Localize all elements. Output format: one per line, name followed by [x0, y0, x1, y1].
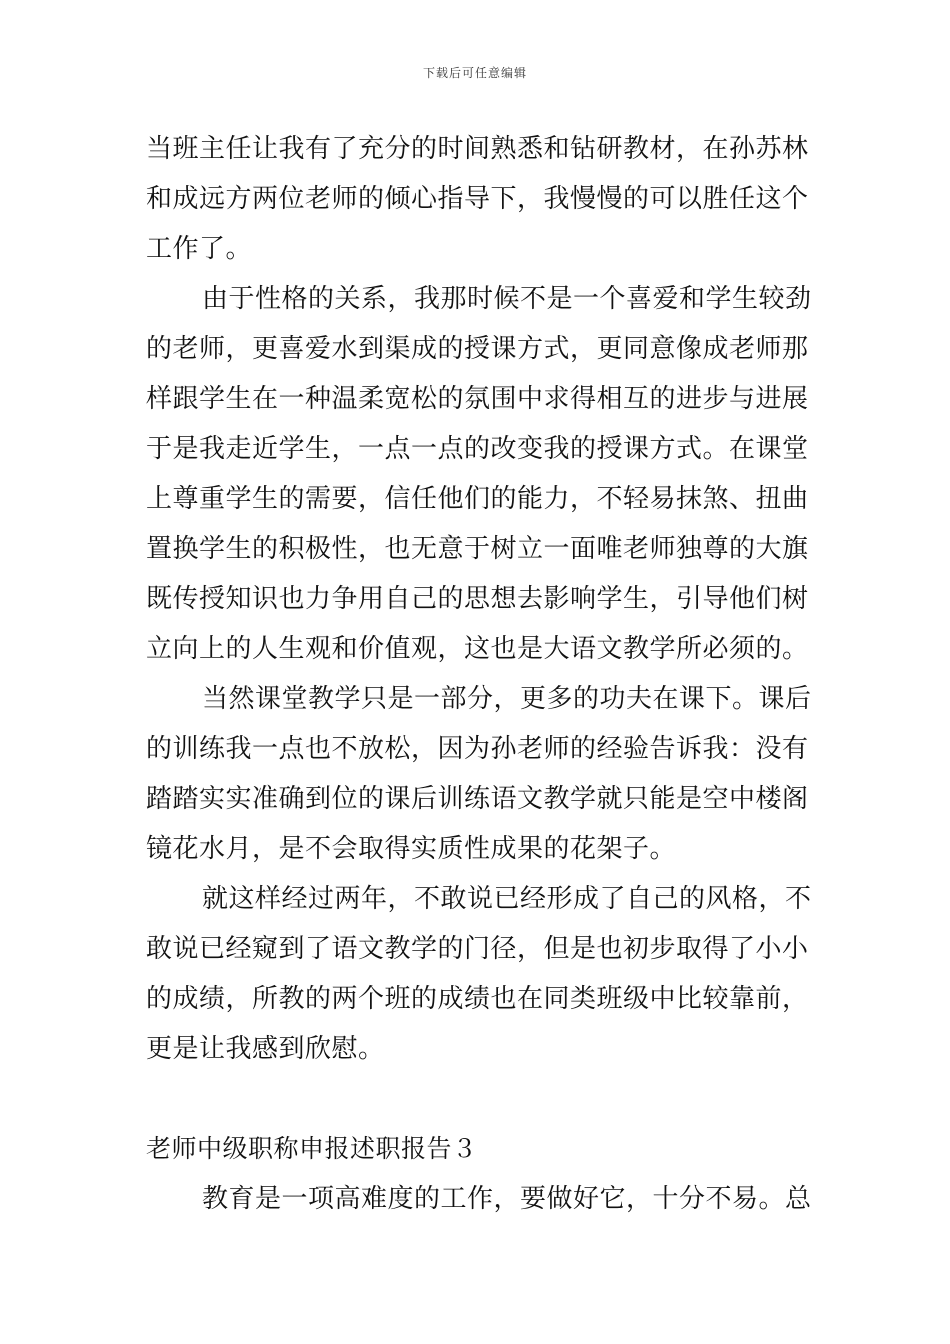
text-line: 更是让我感到欣慰。: [146, 1034, 385, 1064]
text-line: 敢说已经窥到了语文教学的门径，但是也初步取得了小小: [146, 934, 809, 964]
text-line: 教育是一项高难度的工作，要做好它，十分不易。总: [202, 1184, 812, 1214]
text-line: 立向上的人生观和价值观，这也是大语文教学所必须的。: [146, 634, 809, 664]
text-line: 上尊重学生的需要，信任他们的能力，不轻易抹煞、扭曲: [146, 484, 809, 514]
text-line: 置换学生的积极性，也无意于树立一面唯老师独尊的大旗: [146, 534, 809, 564]
text-line: 当然课堂教学只是一部分，更多的功夫在课下。课后: [202, 684, 812, 714]
section-spacer: [146, 1074, 806, 1124]
text-line: 的训练我一点也不放松，因为孙老师的经验告诉我：没有: [146, 734, 809, 764]
text-line: 既传授知识也力争用自己的思想去影响学生，引导他们树: [146, 584, 809, 614]
text-line: 样跟学生在一种温柔宽松的氛围中求得相互的进步与进展: [146, 384, 809, 414]
paragraph-3: [146, 674, 812, 874]
text-line: 的成绩，所教的两个班的成绩也在同类班级中比较靠前，: [146, 984, 809, 1014]
page-header: 下载后可任意编辑: [422, 66, 527, 80]
text-line: 就这样经过两年，不敢说已经形成了自己的风格，不: [202, 884, 812, 914]
text-line: 镜花水月，是不会取得实质性成果的花架子。: [146, 834, 677, 864]
text-line: 工作了。: [146, 234, 253, 264]
text-line: 和成远方两位老师的倾心指导下，我慢慢的可以胜任这个: [146, 184, 809, 214]
text-line: 于是我走近学生，一点一点的改变我的授课方式。在课堂: [146, 434, 809, 464]
paragraph-5: [146, 1174, 812, 1224]
paragraph-2: [146, 274, 812, 674]
document-body: [146, 124, 812, 1224]
text-line: 踏踏实实准确到位的课后训练语文教学就只能是空中楼阁: [146, 784, 809, 814]
text-line: 的老师，更喜爱水到渠成的授课方式，更同意像成老师那: [146, 334, 809, 364]
paragraph-4: [146, 874, 812, 1074]
paragraph-1: [146, 124, 809, 274]
text-line: 由于性格的关系，我那时候不是一个喜爱和学生较劲: [202, 284, 812, 314]
section-title: 老师中级职称申报述职报告３: [146, 1134, 478, 1163]
text-line: 当班主任让我有了充分的时间熟悉和钻研教材，在孙苏林: [146, 134, 809, 164]
